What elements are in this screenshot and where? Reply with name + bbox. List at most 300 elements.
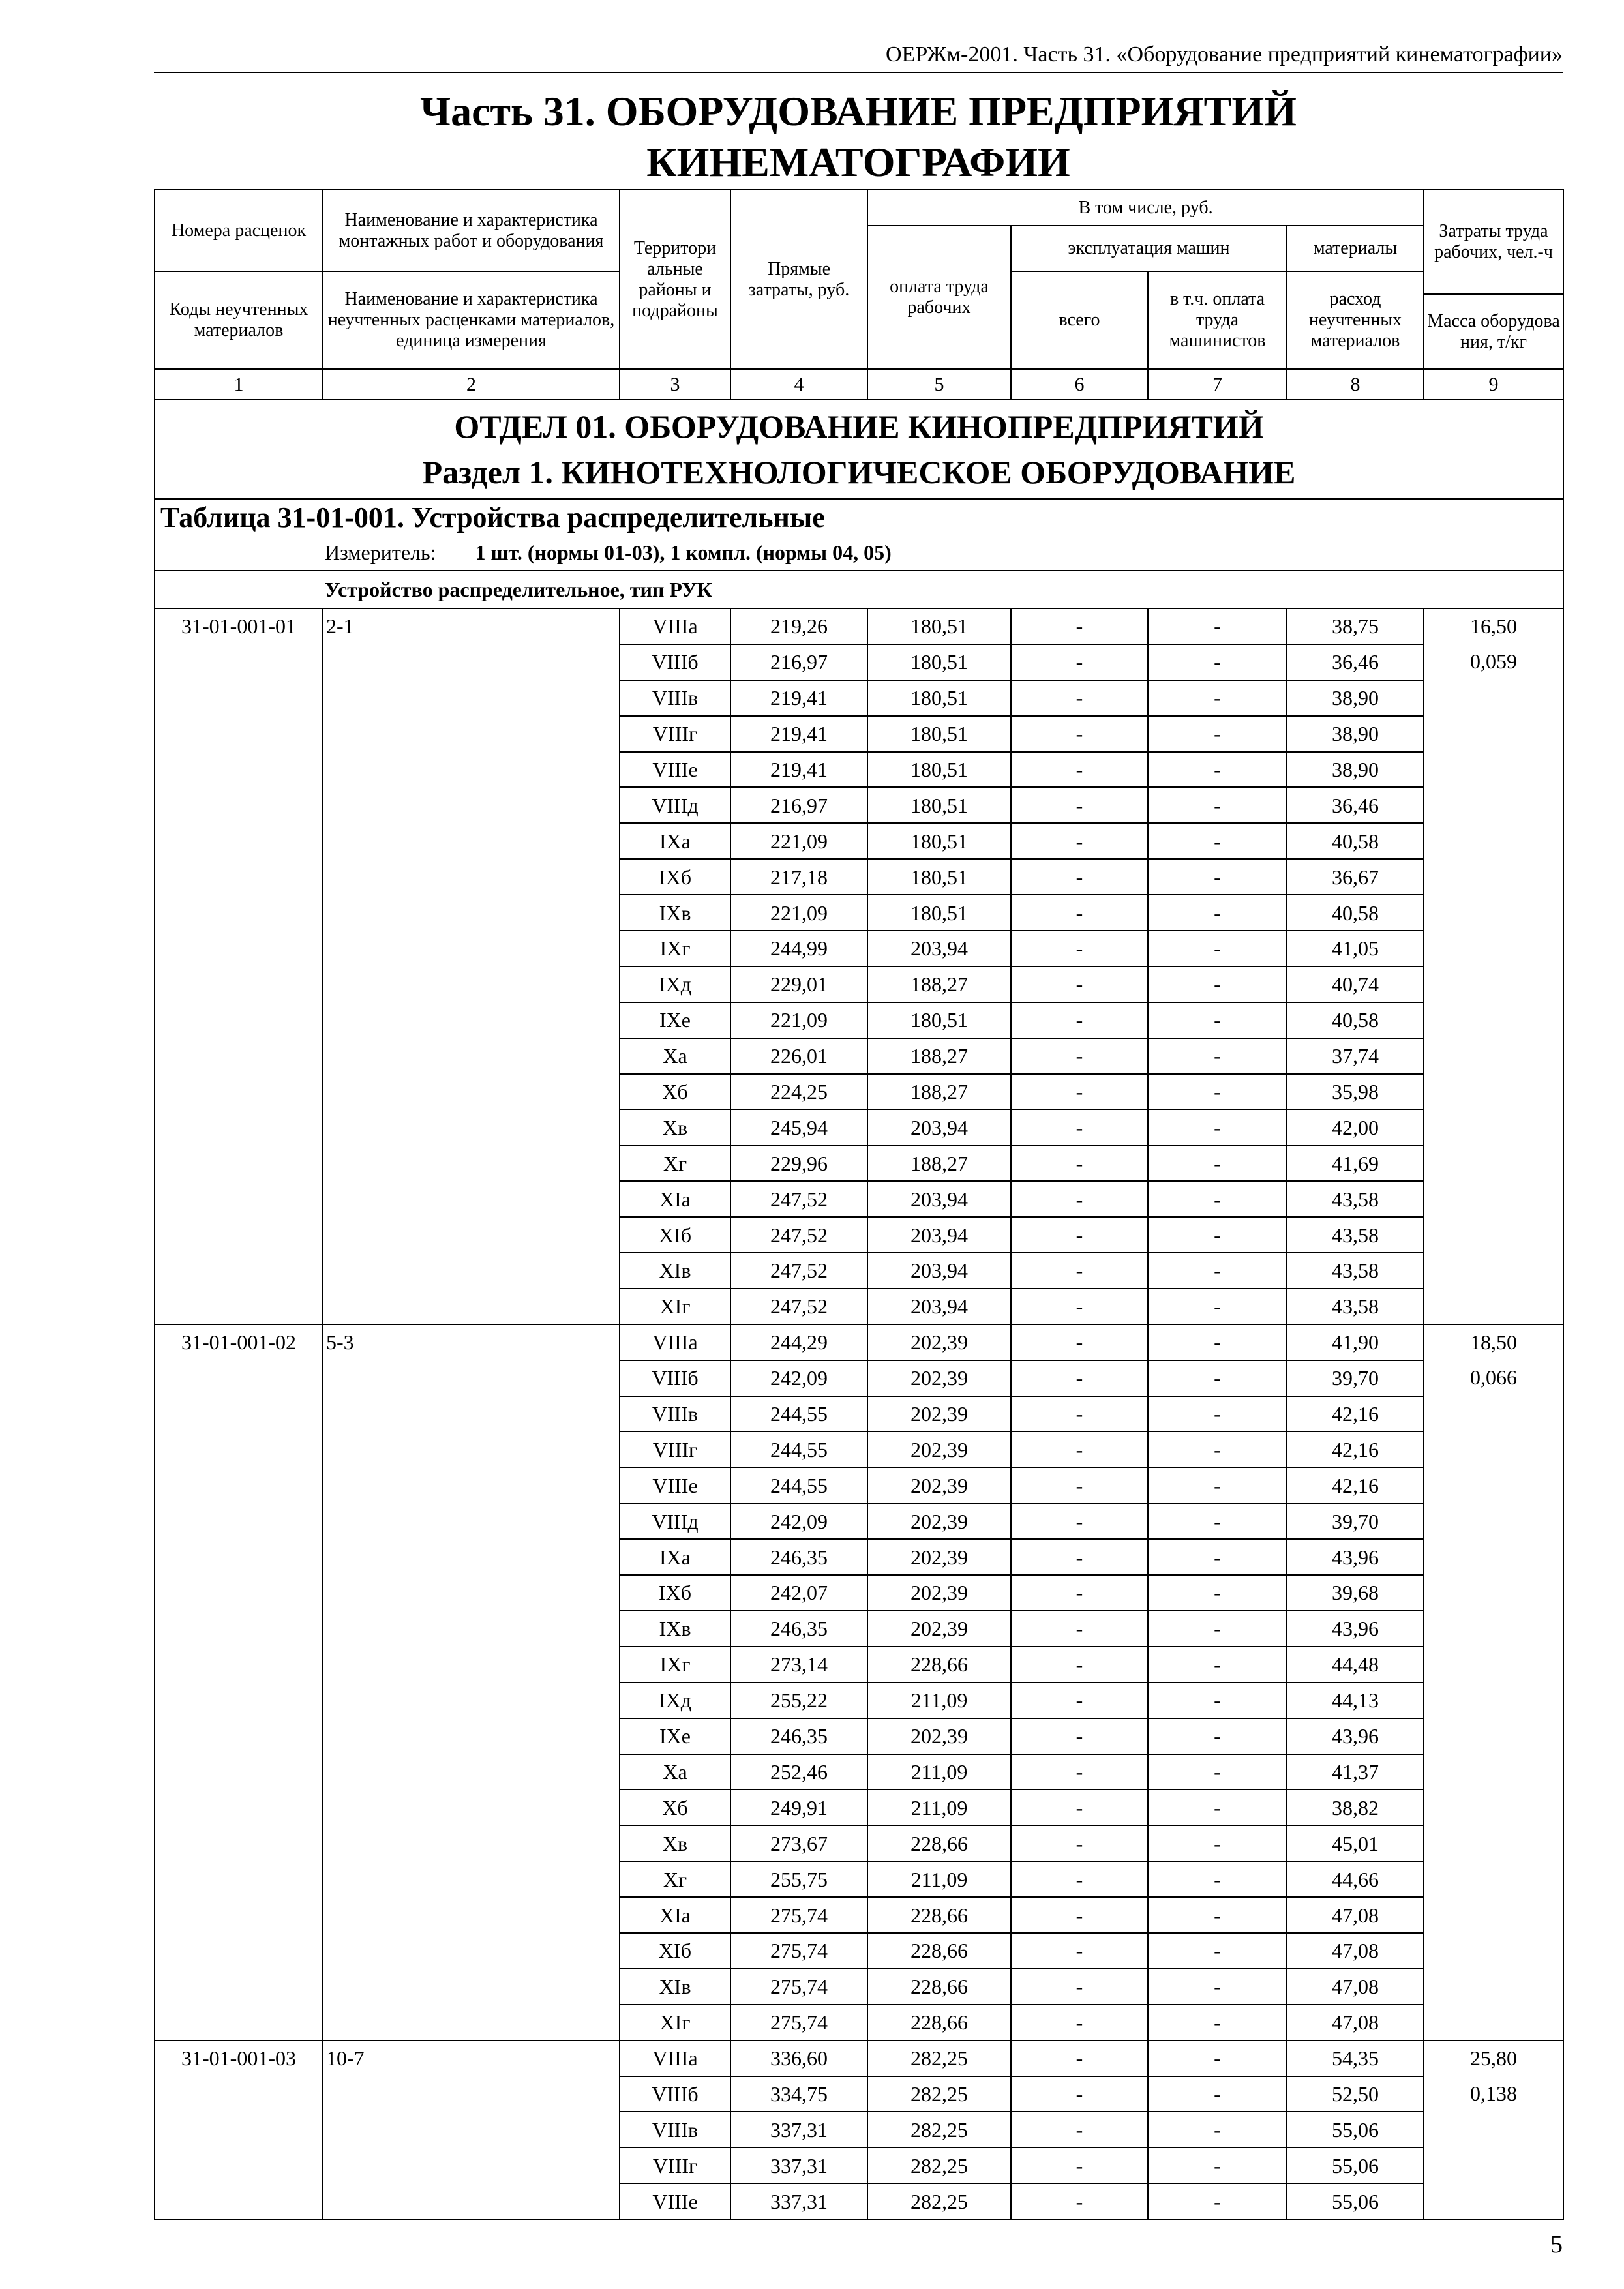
table-row — [155, 644, 1563, 680]
machinist-wages-cell: - — [1148, 644, 1287, 680]
header-rate-numbers: Номера расценок — [155, 190, 323, 271]
rate-code-cell: 31-01-001-03 — [155, 2041, 323, 2076]
table-row — [155, 608, 1563, 644]
machines-cell: - — [1011, 895, 1148, 931]
materials-cell: 43,58 — [1287, 1289, 1424, 1324]
mass-cell — [1424, 1253, 1563, 1289]
mass-cell — [1424, 2112, 1563, 2147]
wages-cell: 202,39 — [867, 1324, 1011, 1360]
rate-name-cell — [323, 2076, 620, 2112]
rate-name-cell — [323, 644, 620, 680]
table-row — [155, 2147, 1563, 2183]
machinist-wages-cell: - — [1148, 1253, 1287, 1289]
table-row — [155, 895, 1563, 931]
wages-cell: 228,66 — [867, 2005, 1011, 2041]
wages-cell: 211,09 — [867, 1754, 1011, 1790]
column-number: 5 — [867, 369, 1011, 400]
mass-cell — [1424, 1503, 1563, 1539]
rate-name-cell — [323, 1396, 620, 1432]
machines-cell: - — [1011, 1789, 1148, 1825]
column-number: 7 — [1148, 369, 1287, 400]
materials-cell: 40,58 — [1287, 823, 1424, 859]
machines-cell: - — [1011, 608, 1148, 644]
rate-name-cell — [323, 1217, 620, 1253]
column-number: 2 — [323, 369, 620, 400]
wages-cell: 203,94 — [867, 1253, 1011, 1289]
wages-cell: 188,27 — [867, 1145, 1011, 1181]
table-row — [155, 1074, 1563, 1110]
wages-cell: 202,39 — [867, 1360, 1011, 1396]
wages-cell: 180,51 — [867, 644, 1011, 680]
rate-code-cell — [155, 1217, 323, 1253]
wages-cell: 203,94 — [867, 1109, 1011, 1145]
rate-name-cell — [323, 680, 620, 716]
materials-cell: 45,01 — [1287, 1825, 1424, 1861]
machinist-wages-cell: - — [1148, 1074, 1287, 1110]
territory-cell: XIа — [620, 1181, 730, 1217]
machines-cell: - — [1011, 823, 1148, 859]
wages-cell: 202,39 — [867, 1503, 1011, 1539]
wages-cell: 211,09 — [867, 1861, 1011, 1897]
rate-name-cell — [323, 1431, 620, 1467]
machines-cell: - — [1011, 931, 1148, 966]
wages-cell: 180,51 — [867, 787, 1011, 823]
wages-cell: 203,94 — [867, 1181, 1011, 1217]
materials-cell: 43,58 — [1287, 1217, 1424, 1253]
table-row — [155, 823, 1563, 859]
direct-cost-cell: 219,26 — [730, 608, 867, 644]
column-number: 8 — [1287, 369, 1424, 400]
labor-cell: 25,80 — [1424, 2041, 1563, 2076]
territory-cell: XIа — [620, 1897, 730, 1933]
rate-name-cell — [323, 1360, 620, 1396]
rate-name-cell — [323, 2112, 620, 2147]
table-row — [155, 1969, 1563, 2005]
machinist-wages-cell: - — [1148, 1969, 1287, 2005]
machines-cell: - — [1011, 1754, 1148, 1790]
table-row — [155, 2112, 1563, 2147]
direct-cost-cell: 219,41 — [730, 716, 867, 752]
direct-cost-cell: 242,07 — [730, 1575, 867, 1611]
direct-cost-cell: 255,75 — [730, 1861, 867, 1897]
table-row — [155, 966, 1563, 1002]
machines-cell: - — [1011, 716, 1148, 752]
machines-cell: - — [1011, 1181, 1148, 1217]
machines-cell: - — [1011, 1718, 1148, 1754]
territory-cell: IXа — [620, 823, 730, 859]
territory-cell: XIв — [620, 1253, 730, 1289]
rate-name-cell — [323, 1575, 620, 1611]
rate-name-cell — [323, 1933, 620, 1969]
table-row — [155, 1575, 1563, 1611]
rate-code-cell — [155, 1109, 323, 1145]
machinist-wages-cell: - — [1148, 1683, 1287, 1718]
rate-name-cell — [323, 1109, 620, 1145]
mass-cell — [1424, 1002, 1563, 1038]
header-including: В том числе, руб. — [867, 190, 1424, 226]
rate-name-cell — [323, 1074, 620, 1110]
machines-cell: - — [1011, 2112, 1148, 2147]
mass-cell: 0,059 — [1424, 644, 1563, 680]
machinist-wages-cell: - — [1148, 1038, 1287, 1074]
direct-cost-cell: 337,31 — [730, 2147, 867, 2183]
direct-cost-cell: 246,35 — [730, 1539, 867, 1575]
table-row — [155, 1396, 1563, 1432]
wages-cell: 282,25 — [867, 2076, 1011, 2112]
rate-name-cell — [323, 1789, 620, 1825]
machinist-wages-cell: - — [1148, 1217, 1287, 1253]
header-territory: Территори альные районы и подрайоны — [620, 190, 730, 369]
materials-cell: 47,08 — [1287, 2005, 1424, 2041]
department-title: ОТДЕЛ 01. ОБОРУДОВАНИЕ КИНОПРЕДПРИЯТИЙ — [454, 408, 1264, 445]
mass-cell — [1424, 1289, 1563, 1324]
wages-cell: 202,39 — [867, 1396, 1011, 1432]
materials-cell: 44,13 — [1287, 1683, 1424, 1718]
machinist-wages-cell: - — [1148, 966, 1287, 1002]
rate-code-cell — [155, 1683, 323, 1718]
mass-cell — [1424, 2147, 1563, 2183]
group-title-row — [155, 571, 1563, 608]
materials-cell: 44,66 — [1287, 1861, 1424, 1897]
measure-label: Измеритель: — [325, 540, 436, 564]
mass-cell — [1424, 931, 1563, 966]
rate-code-cell: 31-01-001-01 — [155, 608, 323, 644]
table-row — [155, 1253, 1563, 1289]
wages-cell: 202,39 — [867, 1575, 1011, 1611]
materials-cell: 38,82 — [1287, 1789, 1424, 1825]
rate-name-cell — [323, 966, 620, 1002]
rate-name-cell — [323, 1611, 620, 1647]
labor-cell: 16,50 — [1424, 608, 1563, 644]
territory-cell: IXв — [620, 895, 730, 931]
materials-cell: 41,90 — [1287, 1324, 1424, 1360]
machines-cell: - — [1011, 787, 1148, 823]
materials-cell: 36,46 — [1287, 787, 1424, 823]
table-row — [155, 1718, 1563, 1754]
direct-cost-cell: 245,94 — [730, 1109, 867, 1145]
territory-cell: IXб — [620, 1575, 730, 1611]
direct-cost-cell: 273,67 — [730, 1825, 867, 1861]
direct-cost-cell: 229,01 — [730, 966, 867, 1002]
table-title: Таблица 31-01-001. Устройства распределительные — [155, 499, 1563, 535]
territory-cell: VIIIв — [620, 1396, 730, 1432]
territory-cell: IXв — [620, 1611, 730, 1647]
machinist-wages-cell: - — [1148, 2076, 1287, 2112]
direct-cost-cell: 255,22 — [730, 1683, 867, 1718]
table-row — [155, 1683, 1563, 1718]
table-row — [155, 1754, 1563, 1790]
mass-cell — [1424, 1647, 1563, 1683]
mass-cell — [1424, 1181, 1563, 1217]
wages-cell: 203,94 — [867, 1289, 1011, 1324]
wages-cell: 282,25 — [867, 2183, 1011, 2219]
materials-cell: 55,06 — [1287, 2112, 1424, 2147]
mass-cell — [1424, 1145, 1563, 1181]
header-machines: эксплуатация машин — [1011, 226, 1287, 271]
direct-cost-cell: 216,97 — [730, 644, 867, 680]
machines-cell: - — [1011, 752, 1148, 788]
territory-cell: Xа — [620, 1038, 730, 1074]
machinist-wages-cell: - — [1148, 1360, 1287, 1396]
territory-cell: VIIIб — [620, 644, 730, 680]
mass-cell — [1424, 859, 1563, 895]
rate-code-cell — [155, 895, 323, 931]
machinist-wages-cell: - — [1148, 1431, 1287, 1467]
table-row — [155, 1360, 1563, 1396]
wages-cell: 180,51 — [867, 608, 1011, 644]
table-row — [155, 1503, 1563, 1539]
wages-cell: 202,39 — [867, 1539, 1011, 1575]
table-row — [155, 1289, 1563, 1324]
rate-name-cell — [323, 1002, 620, 1038]
mass-cell — [1424, 680, 1563, 716]
machinist-wages-cell: - — [1148, 1503, 1287, 1539]
rate-name-cell — [323, 1683, 620, 1718]
rate-code-cell — [155, 1360, 323, 1396]
header-material-usage: расход неучтенных материалов — [1287, 271, 1424, 369]
materials-cell: 47,08 — [1287, 1897, 1424, 1933]
mass-cell — [1424, 752, 1563, 788]
territory-cell: IXг — [620, 1647, 730, 1683]
materials-cell: 52,50 — [1287, 2076, 1424, 2112]
table-row — [155, 2183, 1563, 2219]
machines-cell: - — [1011, 1074, 1148, 1110]
table-row — [155, 2041, 1563, 2076]
rate-name-cell — [323, 1181, 620, 1217]
rate-code-cell — [155, 2147, 323, 2183]
machines-cell: - — [1011, 2183, 1148, 2219]
mass-cell — [1424, 1754, 1563, 1790]
materials-cell: 40,58 — [1287, 895, 1424, 931]
rate-name-cell — [323, 716, 620, 752]
materials-cell: 47,08 — [1287, 1969, 1424, 2005]
machines-cell: - — [1011, 1217, 1148, 1253]
machinist-wages-cell: - — [1148, 1396, 1287, 1432]
machines-cell: - — [1011, 1289, 1148, 1324]
machinist-wages-cell: - — [1148, 1145, 1287, 1181]
territory-cell: IXд — [620, 1683, 730, 1718]
materials-cell: 43,96 — [1287, 1539, 1424, 1575]
territory-cell: XIв — [620, 1969, 730, 2005]
machinist-wages-cell: - — [1148, 2183, 1287, 2219]
machines-cell: - — [1011, 1109, 1148, 1145]
machines-cell: - — [1011, 966, 1148, 1002]
territory-cell: XIб — [620, 1217, 730, 1253]
machinist-wages-cell: - — [1148, 895, 1287, 931]
territory-cell: XIг — [620, 2005, 730, 2041]
rate-name-cell — [323, 1861, 620, 1897]
table-row — [155, 1789, 1563, 1825]
materials-cell: 40,74 — [1287, 966, 1424, 1002]
header-material-codes: Коды неучтенных материалов — [155, 271, 323, 369]
direct-cost-cell: 247,52 — [730, 1253, 867, 1289]
rate-name-cell — [323, 1145, 620, 1181]
rate-name-cell — [323, 787, 620, 823]
materials-cell: 43,96 — [1287, 1611, 1424, 1647]
machinist-wages-cell: - — [1148, 608, 1287, 644]
direct-cost-cell: 275,74 — [730, 1933, 867, 1969]
table-row — [155, 1217, 1563, 1253]
machinist-wages-cell: - — [1148, 1539, 1287, 1575]
materials-cell: 38,90 — [1287, 680, 1424, 716]
direct-cost-cell: 337,31 — [730, 2183, 867, 2219]
mass-cell — [1424, 1861, 1563, 1897]
table-row — [155, 1897, 1563, 1933]
machinist-wages-cell: - — [1148, 823, 1287, 859]
territory-cell: IXе — [620, 1002, 730, 1038]
wages-cell: 180,51 — [867, 680, 1011, 716]
rate-code-cell — [155, 1933, 323, 1969]
territory-cell: VIIIг — [620, 1431, 730, 1467]
wages-cell: 202,39 — [867, 1467, 1011, 1503]
rate-code-cell — [155, 787, 323, 823]
header-work-name: Наименование и характеристика монтажных работ и оборудования — [323, 190, 620, 271]
territory-cell: XIб — [620, 1933, 730, 1969]
measure-row — [155, 535, 1563, 571]
materials-cell: 42,16 — [1287, 1467, 1424, 1503]
materials-cell: 55,06 — [1287, 2183, 1424, 2219]
table-row — [155, 1431, 1563, 1467]
wages-cell: 202,39 — [867, 1718, 1011, 1754]
materials-cell: 38,75 — [1287, 608, 1424, 644]
rate-name-cell — [323, 1647, 620, 1683]
territory-cell: Xв — [620, 1825, 730, 1861]
territory-cell: Xб — [620, 1074, 730, 1110]
table-row — [155, 1038, 1563, 1074]
direct-cost-cell: 224,25 — [730, 1074, 867, 1110]
rate-name-cell — [323, 1253, 620, 1289]
machinist-wages-cell: - — [1148, 787, 1287, 823]
table-row — [155, 1611, 1563, 1647]
header-machines-total: всего — [1011, 271, 1148, 369]
territory-cell: VIIIе — [620, 1467, 730, 1503]
table-row — [155, 680, 1563, 716]
direct-cost-cell: 337,31 — [730, 2112, 867, 2147]
wages-cell: 188,27 — [867, 1074, 1011, 1110]
territory-cell: VIIIг — [620, 716, 730, 752]
table-row — [155, 1539, 1563, 1575]
mass-cell — [1424, 823, 1563, 859]
rate-code-cell — [155, 1825, 323, 1861]
rate-code-cell — [155, 2005, 323, 2041]
rate-code-cell — [155, 1467, 323, 1503]
machines-cell: - — [1011, 1825, 1148, 1861]
mass-cell — [1424, 966, 1563, 1002]
rate-code-cell — [155, 1718, 323, 1754]
direct-cost-cell: 247,52 — [730, 1181, 867, 1217]
direct-cost-cell: 275,74 — [730, 1897, 867, 1933]
table-row — [155, 1145, 1563, 1181]
direct-cost-cell: 244,55 — [730, 1396, 867, 1432]
rates-table — [154, 189, 1564, 2220]
rate-code-cell — [155, 1396, 323, 1432]
materials-cell: 42,16 — [1287, 1431, 1424, 1467]
machinist-wages-cell: - — [1148, 1324, 1287, 1360]
direct-cost-cell: 336,60 — [730, 2041, 867, 2076]
table-row — [155, 1324, 1563, 1360]
machines-cell: - — [1011, 1575, 1148, 1611]
territory-cell: VIIIв — [620, 680, 730, 716]
rate-code-cell — [155, 1861, 323, 1897]
machines-cell: - — [1011, 1360, 1148, 1396]
territory-cell: Xг — [620, 1145, 730, 1181]
machinist-wages-cell: - — [1148, 1754, 1287, 1790]
materials-cell: 35,98 — [1287, 1074, 1424, 1110]
direct-cost-cell: 246,35 — [730, 1718, 867, 1754]
wages-cell: 180,51 — [867, 752, 1011, 788]
mass-cell — [1424, 1575, 1563, 1611]
department-heading — [155, 400, 1563, 499]
territory-cell: IXб — [620, 859, 730, 895]
territory-cell: IXг — [620, 931, 730, 966]
machines-cell: - — [1011, 680, 1148, 716]
mass-cell — [1424, 1539, 1563, 1575]
machines-cell: - — [1011, 1683, 1148, 1718]
column-number: 4 — [730, 369, 867, 400]
table-row — [155, 787, 1563, 823]
rate-name-cell — [323, 1754, 620, 1790]
rate-code-cell — [155, 1181, 323, 1217]
direct-cost-cell: 217,18 — [730, 859, 867, 895]
mass-cell — [1424, 1217, 1563, 1253]
rate-code-cell — [155, 1074, 323, 1110]
header-materials: материалы — [1287, 226, 1424, 271]
machinist-wages-cell: - — [1148, 2112, 1287, 2147]
machinist-wages-cell: - — [1148, 1647, 1287, 1683]
machinist-wages-cell: - — [1148, 752, 1287, 788]
mass-cell: 0,138 — [1424, 2076, 1563, 2112]
materials-cell: 36,46 — [1287, 644, 1424, 680]
territory-cell: VIIIв — [620, 2112, 730, 2147]
materials-cell: 38,90 — [1287, 752, 1424, 788]
table-row — [155, 2076, 1563, 2112]
table-row — [155, 1825, 1563, 1861]
wages-cell: 180,51 — [867, 1002, 1011, 1038]
territory-cell: VIIIа — [620, 2041, 730, 2076]
machinist-wages-cell: - — [1148, 2147, 1287, 2183]
header-material-name: Наименование и характеристика неучтенных расценками материалов, единица измерения — [323, 271, 620, 369]
machinist-wages-cell: - — [1148, 1181, 1287, 1217]
machinist-wages-cell: - — [1148, 931, 1287, 966]
machines-cell: - — [1011, 1897, 1148, 1933]
mass-cell — [1424, 895, 1563, 931]
machines-cell: - — [1011, 2076, 1148, 2112]
title-line-1: Часть 31. ОБОРУДОВАНИЕ ПРЕДПРИЯТИЙ — [420, 88, 1297, 134]
wages-cell: 228,66 — [867, 1647, 1011, 1683]
wages-cell: 282,25 — [867, 2112, 1011, 2147]
wages-cell: 203,94 — [867, 931, 1011, 966]
measure-value: 1 шт. (нормы 01-03), 1 компл. (нормы 04, 05) — [475, 540, 892, 564]
column-numbers-row — [155, 369, 1563, 400]
rate-name-cell: 5-3 — [323, 1324, 620, 1360]
direct-cost-cell: 252,46 — [730, 1754, 867, 1790]
table-row — [155, 752, 1563, 788]
table-row — [155, 859, 1563, 895]
page-number: 5 — [1550, 2231, 1563, 2258]
rate-code-cell — [155, 1145, 323, 1181]
materials-cell: 38,90 — [1287, 716, 1424, 752]
mass-cell — [1424, 2005, 1563, 2041]
machinist-wages-cell: - — [1148, 1109, 1287, 1145]
territory-cell: IXе — [620, 1718, 730, 1754]
territory-cell: VIIIд — [620, 1503, 730, 1539]
rate-name-cell — [323, 1897, 620, 1933]
column-number: 9 — [1424, 369, 1563, 400]
territory-cell: Xб — [620, 1789, 730, 1825]
table-header — [155, 190, 1563, 369]
mass-cell — [1424, 1825, 1563, 1861]
materials-cell: 55,06 — [1287, 2147, 1424, 2183]
